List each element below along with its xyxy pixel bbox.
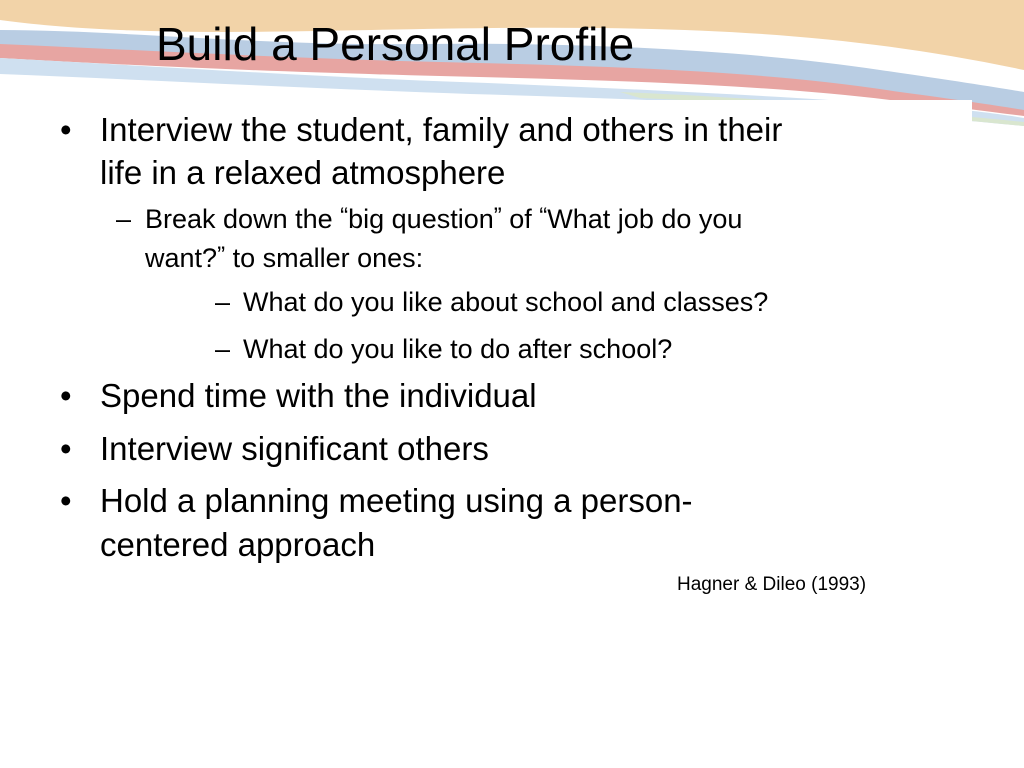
citation: Hagner & Dileo (1993) bbox=[677, 574, 867, 595]
text-part: What job do you bbox=[547, 204, 743, 234]
bullet-marker: • bbox=[60, 430, 72, 467]
bullet-1-line-1: Interview the student, family and others in their bbox=[100, 111, 783, 148]
text-part: of bbox=[501, 204, 540, 234]
open-quote: “ bbox=[340, 203, 349, 230]
bullet-4-line-1: Hold a planning meeting using a person- bbox=[100, 482, 693, 519]
bullet-4-line-2: centered approach bbox=[100, 526, 376, 563]
dash-marker: – bbox=[215, 287, 231, 317]
dash-marker: – bbox=[116, 204, 132, 234]
bullet-3: Interview significant others bbox=[100, 430, 489, 467]
open-quote: “ bbox=[539, 203, 548, 230]
bullet-marker: • bbox=[60, 482, 72, 519]
close-quote: ” bbox=[493, 203, 502, 230]
bullet-2: Spend time with the individual bbox=[100, 377, 537, 414]
bullet-marker: • bbox=[60, 377, 72, 414]
sub-bullet-line-2 bbox=[145, 240, 423, 278]
bullet-marker: • bbox=[60, 111, 72, 148]
bullet-1-line-2: life in a relaxed atmosphere bbox=[100, 154, 506, 191]
sub-bullet-line-1 bbox=[145, 201, 742, 239]
dash-marker: – bbox=[215, 334, 231, 364]
text-part: Break down the bbox=[145, 204, 341, 234]
text-part: to smaller ones: bbox=[225, 243, 424, 273]
close-quote: ” bbox=[217, 242, 226, 269]
slide-title: Build a Personal Profile bbox=[156, 18, 635, 70]
question-1: What do you like about school and classes? bbox=[243, 287, 769, 317]
text-part: want? bbox=[145, 243, 218, 273]
text-part: big question bbox=[348, 204, 494, 234]
question-2: What do you like to do after school? bbox=[243, 334, 673, 364]
